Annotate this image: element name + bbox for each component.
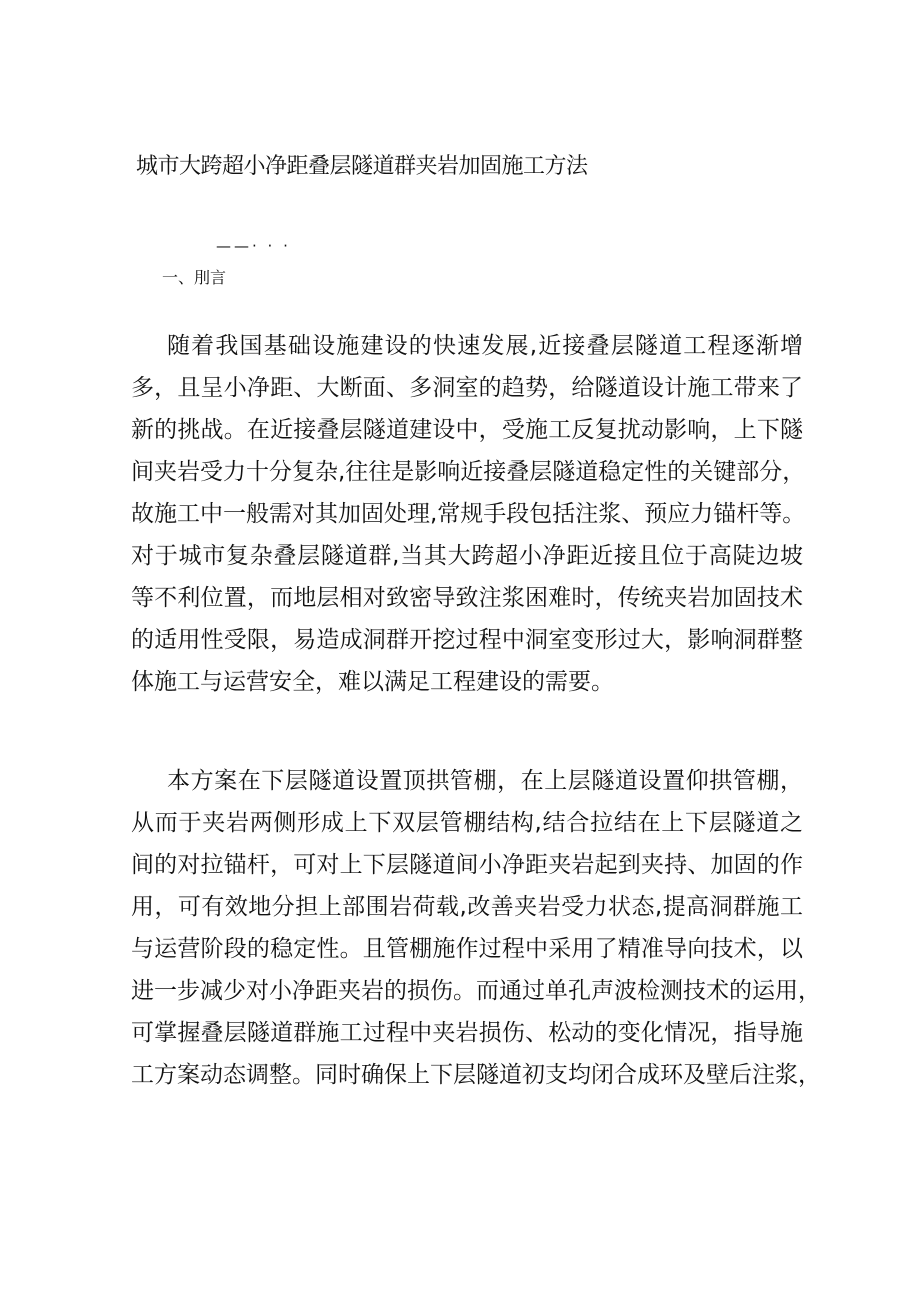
paragraph-line: 等不利位置，而地层相对致密导致注浆困难时，传统夹岩加固技术	[131, 585, 803, 611]
paragraph-line: 工方案动态调整。同时确保上下层隧道初支均闭合成环及壁后注浆，	[131, 1062, 821, 1088]
paragraph-line: 进一步减少对小净距夹岩的损伤。而通过单孔声波检测技术的运用，	[131, 978, 821, 1004]
paragraph-line: 本方案在下层隧道设置顶拱管棚，在上层隧道设置仰拱管棚，	[167, 768, 803, 794]
paragraph-line: 间的对拉锚杆，可对上下层隧道间小净距夹岩起到夹持、加固的作	[131, 852, 803, 878]
paragraph-line: 可掌握叠层隧道群施工过程中夹岩损伤、松动的变化情况，指导施	[131, 1020, 803, 1046]
paragraph-2	[131, 760, 821, 1096]
paragraph-line: 随着我国基础设施建设的快速发展,近接叠层隧道工程逐渐增	[167, 333, 803, 359]
paragraph-line: 的适用性受限，易造成洞群开挖过程中洞室变形过大，影响洞群整	[131, 627, 803, 653]
paragraph-line: 用，可有效地分担上部围岩荷载,改善夹岩受力状态,提高洞群施工	[131, 894, 803, 920]
section-marker: ——· · ·	[216, 237, 291, 255]
document-title: 城市大跨超小净距叠层隧道群夹岩加固施工方法	[136, 154, 588, 179]
section-heading: 一、刖言	[162, 268, 227, 287]
paragraph-1	[131, 325, 806, 703]
paragraph-line: 间夹岩受力十分复杂,往往是影响近接叠层隧道稳定性的关键部分，	[131, 459, 806, 485]
paragraph-line: 对于城市复杂叠层隧道群,当其大跨超小净距近接且位于高陡边坡	[131, 543, 803, 569]
paragraph-line: 新的挑战。在近接叠层隧道建设中，受施工反复扰动影响，上下隧	[131, 417, 803, 443]
paragraph-line: 与运营阶段的稳定性。且管棚施作过程中采用了精准导向技术，以	[131, 936, 803, 962]
paragraph-line: 故施工中一般需对其加固处理,常规手段包括注浆、预应力锚杆等。	[131, 501, 806, 527]
paragraph-line: 多，且呈小净距、大断面、多洞室的趋势，给隧道设计施工带来了	[131, 375, 803, 401]
paragraph-line: 从而于夹岩两侧形成上下双层管棚结构,结合拉结在上下层隧道之	[131, 810, 803, 836]
paragraph-line: 体施工与运营安全，难以满足工程建设的需要。	[131, 669, 614, 695]
